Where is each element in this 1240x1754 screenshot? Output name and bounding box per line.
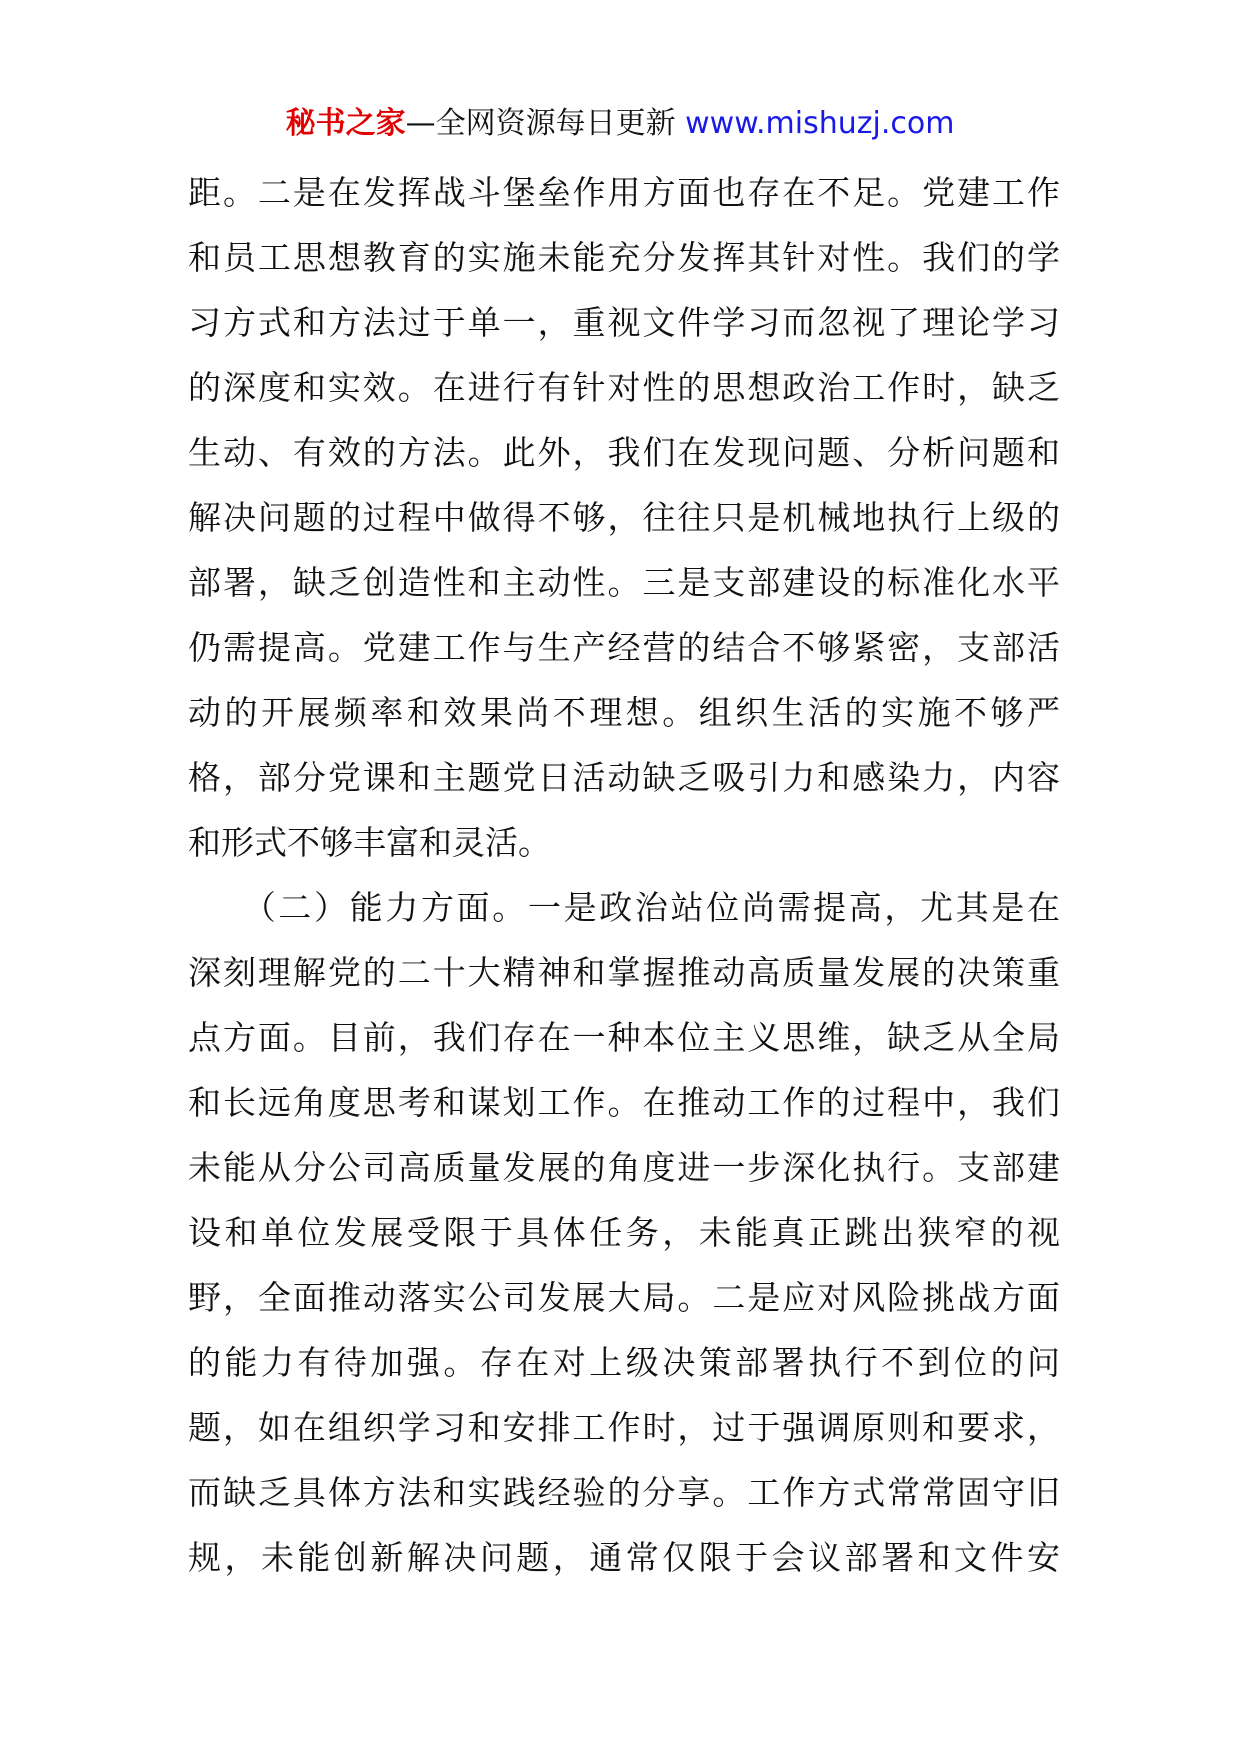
text-line: 格，部分党课和主题党日活动缺乏吸引力和感染力，内容 [188,758,1060,797]
text-line: 和长远角度思考和谋划工作。在推动工作的过程中，我们 [188,1083,1060,1122]
text-line: 部署，缺乏创造性和主动性。三是支部建设的标准化水平 [188,563,1060,602]
text-line: 和员工思想教育的实施未能充分发挥其针对性。我们的学 [188,238,1060,277]
site-brand: 秘书之家 [285,106,406,141]
text-line: 野，全面推动落实公司发展大局。二是应对风险挑战方面 [188,1278,1060,1317]
text-line: 规，未能创新解决问题，通常仅限于会议部署和文件安 [188,1538,1060,1577]
text-line: 题，如在组织学习和安排工作时，过于强调原则和要求， [188,1408,1060,1447]
site-tagline: —全网资源每日更新 [405,106,686,141]
text-line: 习方式和方法过于单一，重视文件学习而忽视了理论学习 [188,303,1060,342]
text-line: 仍需提高。党建工作与生产经营的结合不够紧密，支部活 [188,628,1060,667]
paragraph-end-line: 和形式不够丰富和灵活。 [188,823,551,862]
text-line: 动的开展频率和效果尚不理想。组织生活的实施不够严 [188,693,1060,732]
section-heading-line: （二）能力方面。一是政治站位尚需提高，尤其是在 [188,888,1060,927]
text-line: 未能从分公司高质量发展的角度进一步深化执行。支部建 [188,1148,1060,1187]
text-line: 而缺乏具体方法和实践经验的分享。工作方式常常固守旧 [188,1473,1060,1512]
text-line: 点方面。目前，我们存在一种本位主义思维，缺乏从全局 [188,1018,1060,1057]
text-line: 设和单位发展受限于具体任务，未能真正跳出狭窄的视 [188,1213,1060,1252]
text-line: 距。二是在发挥战斗堡垒作用方面也存在不足。党建工作 [188,173,1060,212]
site-url[interactable]: www.mishuzj.com [685,106,955,141]
page-header [0,104,1240,144]
text-line: 的能力有待加强。存在对上级决策部署执行不到位的问 [188,1343,1060,1382]
text-line: 深刻理解党的二十大精神和掌握推动高质量发展的决策重 [188,953,1060,992]
text-line: 的深度和实效。在进行有针对性的思想政治工作时，缺乏 [188,368,1060,407]
text-line: 解决问题的过程中做得不够，往往只是机械地执行上级的 [188,498,1060,537]
document-body [188,160,1060,1590]
text-line: 生动、有效的方法。此外，我们在发现问题、分析问题和 [188,433,1060,472]
